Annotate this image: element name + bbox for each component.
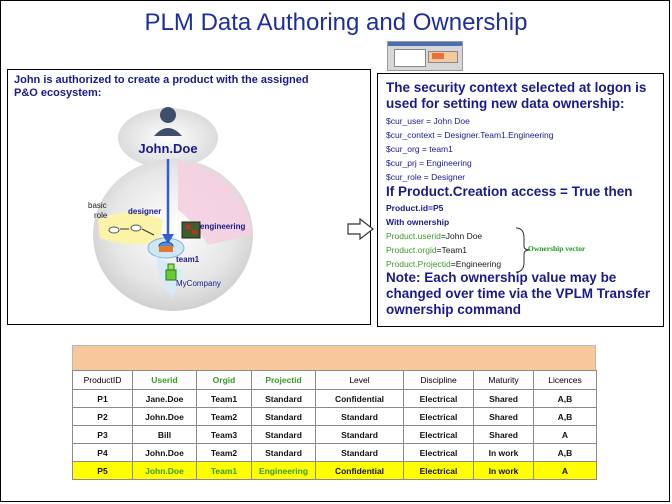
table-cell: Team3 [197, 426, 252, 444]
table-cell: Standard [252, 444, 316, 462]
ownership-table [72, 345, 596, 480]
company-icon [166, 264, 176, 280]
table-cell: P2 [73, 408, 133, 426]
table-cell: Confidential [316, 390, 404, 408]
ownership-orgid-attr: Product.orgid [386, 245, 437, 255]
var-cur-context: $cur_context = Designer.Team1.Engineering [386, 130, 554, 140]
table-cell: Standard [252, 408, 316, 426]
engineering-label: engineering [200, 222, 246, 231]
ecosystem-heading: John is authorized to create a product with the assigned P&O ecosystem: [14, 74, 309, 99]
table-cell: Jane.Doe [133, 390, 197, 408]
table-cell: Team2 [197, 444, 252, 462]
table-cell: Team1 [197, 390, 252, 408]
designer-label: designer [128, 207, 162, 216]
table-cell: Electrical [404, 426, 474, 444]
thumbnail-highlight [432, 53, 444, 59]
table-cell: Engineering [252, 462, 316, 480]
transfer-note: Note: Each ownership value may be changed over time via the VPLM Transfer ownership command [386, 270, 651, 317]
table-cell: Shared [474, 390, 534, 408]
creation-condition: If Product.Creation access = True then [386, 184, 633, 199]
ownership-projectid-attr: Product.Projectid [386, 259, 451, 269]
table-cell: Standard [316, 408, 404, 426]
table-row [73, 426, 597, 444]
user-name: John.Doe [138, 141, 198, 156]
col-orgid: Orgid [197, 371, 252, 390]
context-intro: The security context selected at logon is used for setting new data ownership: [386, 80, 647, 111]
table-row [73, 390, 597, 408]
team-node [159, 242, 173, 252]
with-ownership: With ownership [386, 217, 450, 227]
table-cell: Electrical [404, 444, 474, 462]
ecosystem-panel [7, 69, 371, 325]
table-cell: Electrical [404, 390, 474, 408]
table-cell: Team1 [197, 462, 252, 480]
table-cell: Team2 [197, 408, 252, 426]
thumbnail-titlebar [388, 42, 462, 46]
table-cell: Bill [133, 426, 197, 444]
team-label: team1 [176, 255, 200, 264]
table-band [72, 345, 596, 370]
table-cell: A,B [534, 390, 597, 408]
table-cell: Standard [252, 390, 316, 408]
table-cell: A,B [534, 444, 597, 462]
flow-arrow-icon [346, 218, 376, 240]
col-maturity: Maturity [474, 371, 534, 390]
table-cell: P1 [73, 390, 133, 408]
col-projectid: Projectid [252, 371, 316, 390]
table-cell: Shared [474, 426, 534, 444]
table-cell: Standard [316, 426, 404, 444]
table-row-highlighted [73, 462, 597, 480]
table-cell: Shared [474, 408, 534, 426]
table-cell: Standard [316, 444, 404, 462]
var-cur-org: $cur_org = team1 [386, 144, 453, 154]
screen-thumbnail [387, 41, 463, 71]
product-id: Product.id=P5 [386, 203, 444, 213]
basic-role-label-2: role [94, 211, 108, 220]
ownership-vector-label: Ownership vector [528, 244, 586, 253]
ecosystem-diagram [8, 70, 370, 324]
ownership-userid [386, 231, 482, 242]
col-licences: Licences [534, 371, 597, 390]
table-cell: P3 [73, 426, 133, 444]
table-row [73, 444, 597, 462]
thumbnail-window [394, 49, 426, 67]
var-cur-user: $cur_user = John Doe [386, 116, 470, 126]
table-cell: Electrical [404, 408, 474, 426]
table-cell: John.Doe [133, 444, 197, 462]
ownership-orgid [386, 245, 467, 256]
table-cell: John.Doe [133, 462, 197, 480]
var-cur-prj: $cur_prj = Engineering [386, 158, 472, 168]
col-userid: Userid [133, 371, 197, 390]
table-cell: In work [474, 444, 534, 462]
ownership-projectid [386, 259, 501, 270]
ownership-orgid-value: =Team1 [436, 245, 468, 255]
engineering-icon [182, 222, 200, 238]
table-row [73, 408, 597, 426]
table-cell: Standard [252, 426, 316, 444]
security-context-panel [377, 73, 664, 327]
col-level: Level [316, 371, 404, 390]
ownership-projectid-value: =Engineering [450, 259, 502, 269]
product-table [72, 370, 597, 480]
company-label: MyCompany [176, 279, 221, 288]
table-cell: A,B [534, 408, 597, 426]
basic-role-label-1: basic [88, 201, 107, 210]
table-cell: P5 [73, 462, 133, 480]
role-zone [98, 213, 163, 245]
table-cell: John.Doe [133, 408, 197, 426]
col-productid: ProductID [73, 371, 133, 390]
col-discipline: Discipline [404, 371, 474, 390]
table-cell: Electrical [404, 462, 474, 480]
ownership-userid-value: =John Doe [440, 231, 483, 241]
table-cell: In work [474, 462, 534, 480]
ownership-userid-attr: Product.userid [386, 231, 441, 241]
table-cell: Confidential [316, 462, 404, 480]
table-cell: A [534, 462, 597, 480]
table-cell: A [534, 426, 597, 444]
page-title: PLM Data Authoring and Ownership [144, 9, 528, 36]
table-header-row [73, 371, 597, 390]
var-cur-role: $cur_role = Designer [386, 172, 466, 182]
table-cell: P4 [73, 444, 133, 462]
